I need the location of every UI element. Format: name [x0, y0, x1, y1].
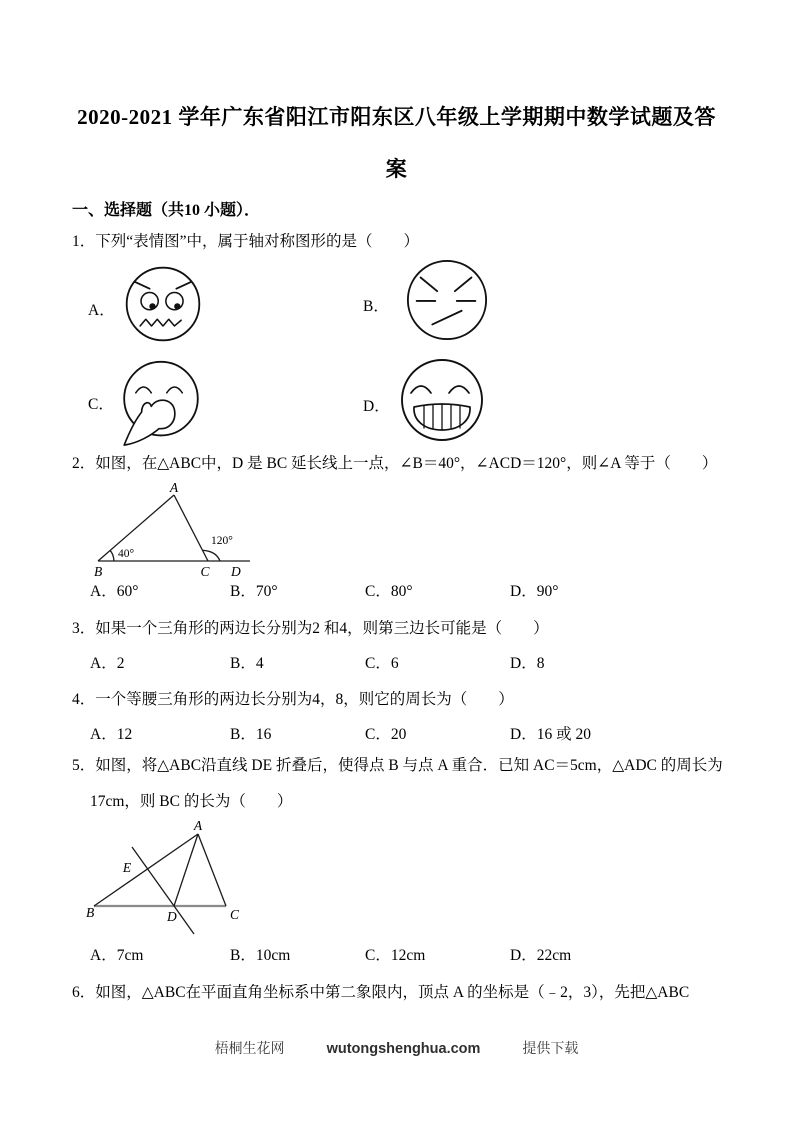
page-footer [0, 1038, 793, 1058]
question-2-options [90, 579, 558, 601]
q3-option-a: A．2 [90, 655, 125, 672]
question-6-text: 6．如图，△ABC在平面直角坐标系中第二象限内，顶点 A 的坐标是（﹣2，3），先把△ABC [72, 984, 690, 1001]
q5-option-c: C．12cm [365, 947, 426, 964]
q2-option-b: B．70° [230, 583, 278, 600]
question-4-options [90, 722, 591, 744]
page-title-line2: 案 [385, 157, 408, 181]
q4-option-c: C．20 [365, 726, 407, 743]
section-heading: 一、选择题（共10 小题）． [72, 202, 261, 219]
worried-face-shapes [127, 268, 200, 341]
q4-option-b: B．16 [230, 726, 272, 743]
question-3-text: 3．如果一个三角形的两边长分别为2 和4，则第三边长可能是（ ） [72, 620, 549, 637]
question-5-text-line2: 17cm，则 BC 的长为（ ） [90, 793, 293, 810]
q4-option-a: A．12 [90, 726, 133, 743]
q2-angle-b-value: 40° [118, 548, 135, 560]
question-5-text-line1: 5．如图，将△ABC沿直线 DE 折叠后，使得点 B 与点 A 重合．已知 AC＝5cm，△ADC 的周长为 [72, 757, 723, 774]
q4-option-d: D．16 或 20 [510, 726, 591, 743]
q5-vertex-b-label: B [86, 905, 95, 920]
q3-option-c: C．6 [365, 655, 399, 672]
q2-vertex-b-label: B [94, 564, 103, 578]
question-5-options [90, 943, 571, 965]
question-3-options [90, 651, 544, 673]
q5-option-d: D．22cm [510, 947, 572, 964]
q5-triangle-lines [94, 834, 226, 934]
footer-download-text: 提供下载 [522, 1042, 579, 1057]
q5-fold-triangle-figure [84, 820, 299, 942]
hand-over-mouth-face-figure [116, 356, 204, 448]
q2-vertex-a-label: A [169, 483, 179, 495]
q5-point-e-label: E [122, 860, 132, 875]
q5-option-a: A．7cm [90, 947, 144, 964]
q3-option-b: B．4 [230, 655, 264, 672]
q1-option-d-label: D． [363, 398, 390, 415]
question-1-text: 1．下列“表情图”中，属于轴对称图形的是（ ） [72, 233, 420, 250]
question-2-text: 2．如图，在△ABC中，D 是 BC 延长线上一点，∠B＝40°，∠ACD＝120°，则∠A 等于（ ） [72, 455, 718, 472]
q3-option-d: D．8 [510, 655, 545, 672]
squint-face-shapes [408, 261, 486, 339]
q2-option-c: C．80° [365, 583, 413, 600]
q5-vertex-c-label: C [230, 907, 240, 922]
grinning-face-shapes [402, 360, 482, 440]
q2-angle-acd-value: 120° [211, 535, 233, 547]
footer-site-name: 梧桐生花网 [214, 1042, 285, 1057]
footer-site-url: wutongshenghua.com [326, 1041, 481, 1057]
q5-point-d-label: D [167, 909, 177, 924]
q2-option-d: D．90° [510, 583, 559, 600]
q2-vertex-c-label: C [200, 564, 210, 578]
q1-option-c-label: C． [88, 396, 114, 413]
grinning-face-figure [397, 355, 487, 445]
q5-option-b: B．10cm [230, 947, 291, 964]
q2-triangle-figure [92, 483, 257, 578]
q2-option-a: A．60° [90, 583, 139, 600]
q5-vertex-a-label: A [193, 820, 203, 833]
squint-face-figure [403, 256, 491, 344]
question-4-text: 4．一个等腰三角形的两边长分别为4，8，则它的周长为（ ） [72, 691, 514, 708]
q1-option-a-label: A． [88, 302, 115, 319]
q2-point-d-label: D [231, 564, 241, 578]
worried-face-figure [120, 261, 206, 347]
hand-over-mouth-face-shapes [124, 362, 198, 445]
q1-option-b-label: B． [363, 298, 389, 315]
page-title-line1: 2020-2021 学年广东省阳江市阳东区八年级上学期期中数学试题及答 [77, 105, 716, 129]
